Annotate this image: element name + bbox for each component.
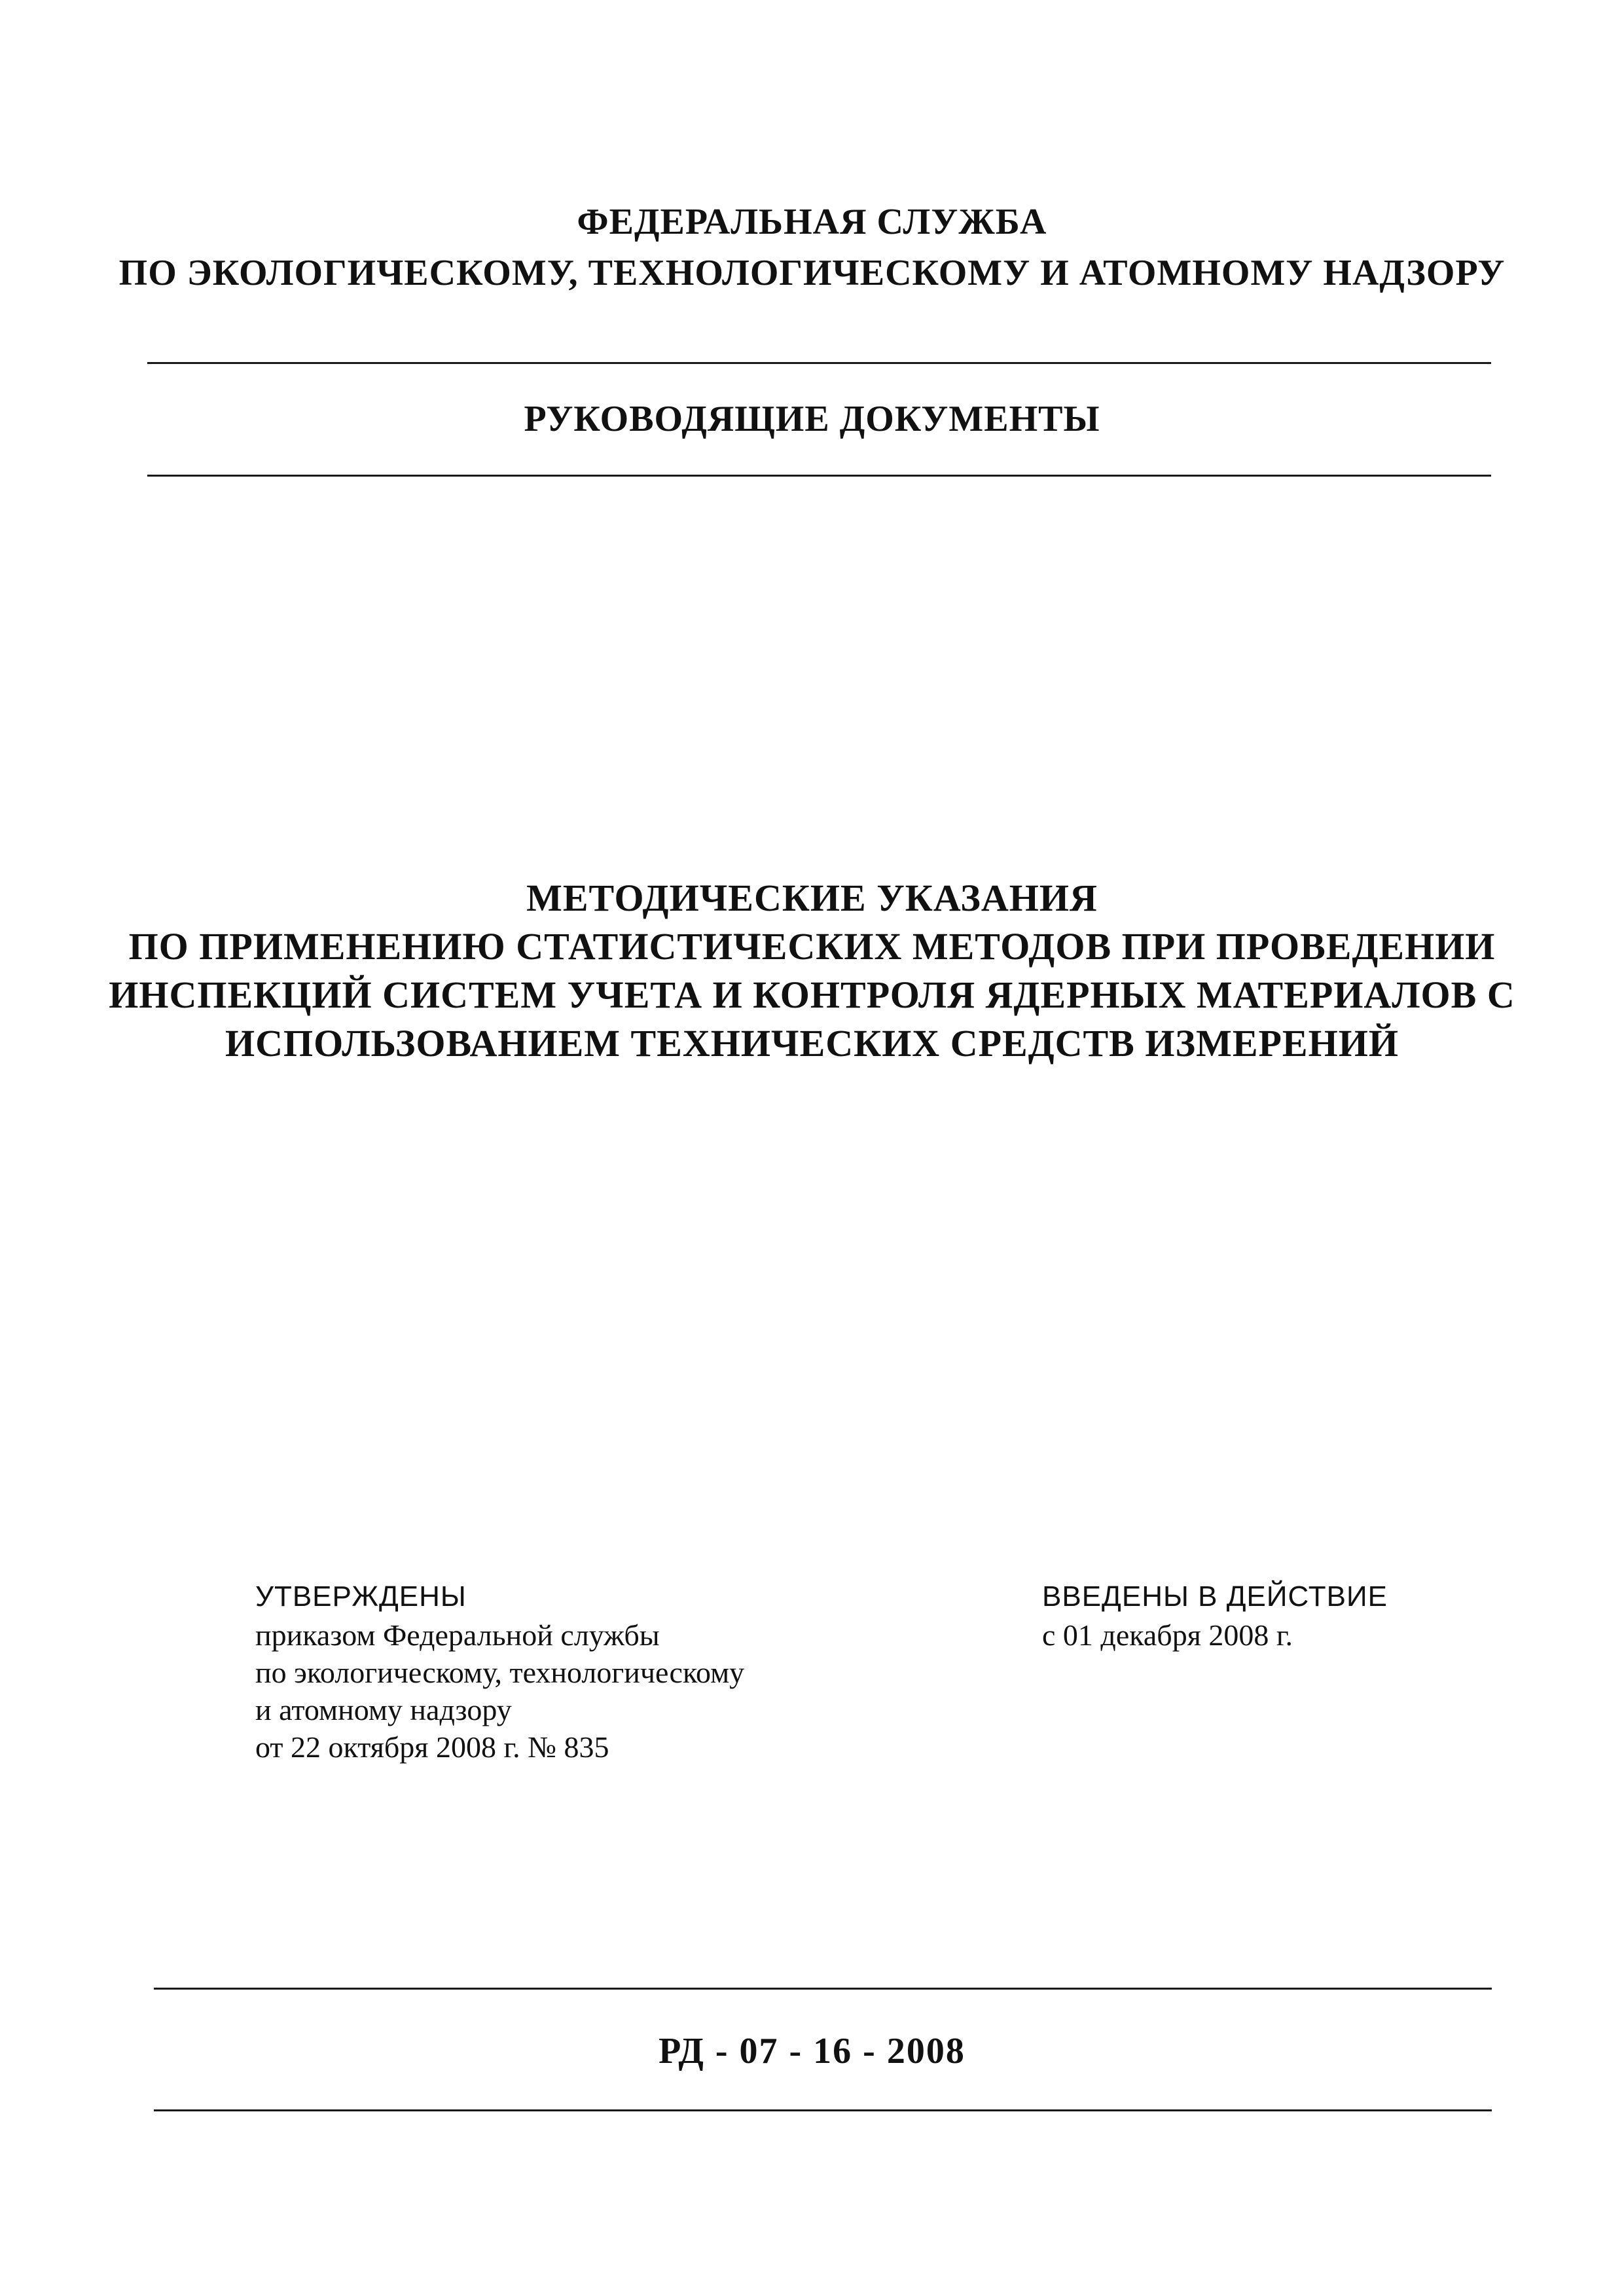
- document-code: РД - 07 - 16 - 2008: [659, 2031, 965, 2071]
- series-label: РУКОВОДЯЩИЕ ДОКУМЕНТЫ: [524, 399, 1100, 439]
- approval-line-3: и атомному надзору: [255, 1693, 512, 1726]
- enactment-block: [1042, 1578, 1388, 1654]
- agency-name-line2: ПО ЭКОЛОГИЧЕСКОМУ, ТЕХНОЛОГИЧЕСКОМУ И АТОМНОМУ НАДЗОРУ: [118, 253, 1506, 293]
- title-line-3: ИНСПЕКЦИЙ СИСТЕМ УЧЕТА И КОНТРОЛЯ ЯДЕРНЫХ МАТЕРИАЛОВ С: [109, 974, 1515, 1016]
- approval-block: [255, 1578, 744, 1766]
- approval-line-4: от 22 октября 2008 г. № 835: [255, 1730, 609, 1764]
- title-line-4: ИСПОЛЬЗОВАНИЕМ ТЕХНИЧЕСКИХ СРЕДСТВ ИЗМЕРЕНИЙ: [225, 1022, 1399, 1065]
- agency-header: [0, 196, 1624, 299]
- title-line-2: ПО ПРИМЕНЕНИЮ СТАТИСТИЧЕСКИХ МЕТОДОВ ПРИ ПРОВЕДЕНИИ: [128, 925, 1496, 968]
- agency-name-line1: ФЕДЕРАЛЬНАЯ СЛУЖБА: [577, 202, 1047, 242]
- divider-below-code: [154, 2109, 1492, 2111]
- document-title: [0, 874, 1624, 1068]
- title-line-1: МЕТОДИЧЕСКИЕ УКАЗАНИЯ: [526, 877, 1098, 919]
- enactment-date: с 01 декабря 2008 г.: [1042, 1618, 1293, 1652]
- approval-heading: УТВЕРЖДЕНЫ: [255, 1580, 467, 1613]
- approval-line-1: приказом Федеральной службы: [255, 1618, 660, 1652]
- divider-above-code: [154, 1988, 1492, 1990]
- divider-under-series: [147, 475, 1491, 477]
- divider-top: [147, 362, 1491, 364]
- approval-line-2: по экологическому, технологическому: [255, 1656, 745, 1689]
- enactment-heading: ВВЕДЕНЫ В ДЕЙСТВИЕ: [1042, 1580, 1388, 1613]
